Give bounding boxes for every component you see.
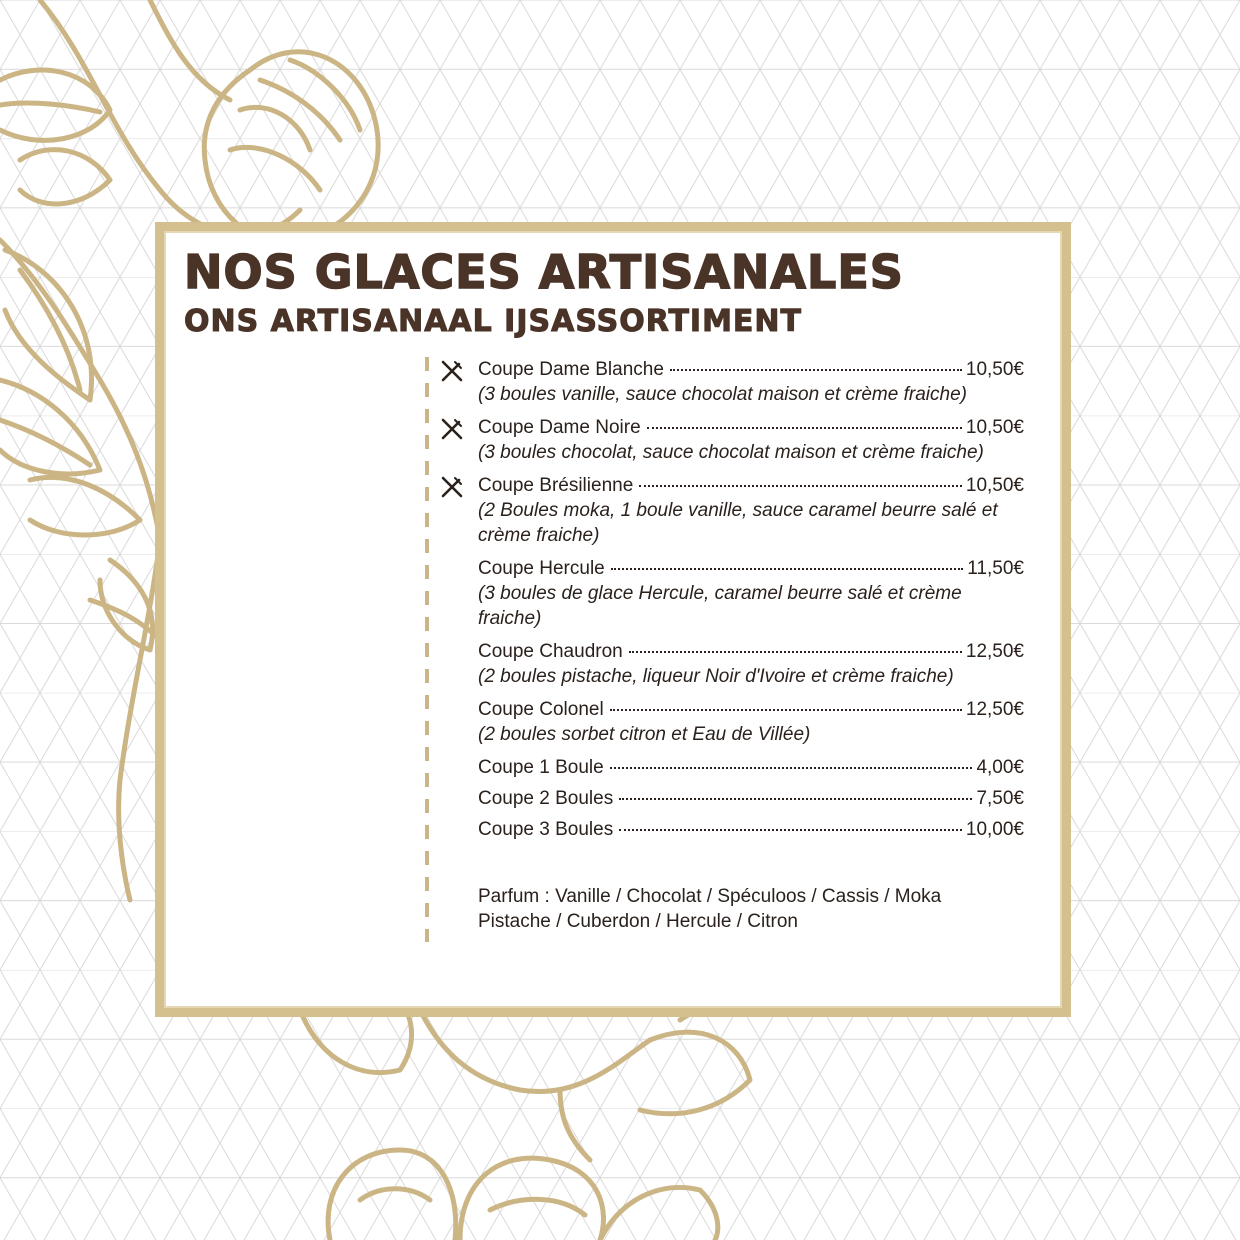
item-price: 10,50€: [965, 359, 1024, 380]
dot-leader: [647, 427, 962, 429]
menu-item: [478, 473, 1024, 548]
menu-subtitle: ONS ARTISANAAL IJSASSORTIMENT: [184, 304, 802, 339]
dot-leader: [611, 568, 964, 570]
item-name: Coupe Brésilienne: [478, 475, 634, 496]
item-price: 11,50€: [967, 558, 1024, 579]
item-description: (3 boules chocolat, sauce chocolat maison et crème fraiche): [478, 442, 984, 463]
item-name: Coupe 2 Boules: [478, 788, 614, 809]
item-name: Coupe 3 Boules: [478, 819, 614, 840]
item-name: Coupe Hercule: [478, 558, 605, 579]
item-price: 12,50€: [965, 699, 1024, 720]
dot-leader: [610, 767, 973, 769]
dot-leader: [619, 829, 962, 831]
menu-item: [478, 415, 1024, 465]
flavour-list: [478, 884, 1024, 934]
dashed-divider: [425, 357, 429, 942]
item-description: (2 boules sorbet citron et Eau de Villée): [478, 724, 811, 745]
item-name: Coupe Dame Blanche: [478, 359, 664, 380]
item-description: (2 Boules moka, 1 boule vanille, sauce caramel beurre salé et crème fraiche): [478, 500, 998, 546]
cutlery-icon: [440, 417, 464, 441]
dot-leader: [619, 798, 972, 800]
item-price: 7,50€: [976, 788, 1024, 809]
menu-card: [155, 222, 1071, 1017]
cutlery-icon: [440, 475, 464, 499]
cutlery-icon: [440, 359, 464, 383]
item-name: Coupe Colonel: [478, 699, 604, 720]
dot-leader: [610, 709, 962, 711]
item-description: (2 boules pistache, liqueur Noir d'Ivoire et crème fraiche): [478, 666, 954, 687]
item-price: 10,00€: [965, 819, 1024, 840]
item-name: Coupe Chaudron: [478, 641, 623, 662]
item-description: (3 boules de glace Hercule, caramel beurre salé et crème fraiche): [478, 583, 962, 629]
item-price: 12,50€: [965, 641, 1024, 662]
item-name: Coupe Dame Noire: [478, 417, 641, 438]
menu-item: [478, 697, 1024, 747]
menu-item: [478, 786, 1024, 811]
flavour-line: Pistache / Cuberdon / Hercule / Citron: [478, 911, 798, 932]
dot-leader: [629, 651, 962, 653]
menu-item: [478, 639, 1024, 689]
menu-title: NOS GLACES ARTISANALES: [184, 245, 904, 299]
item-price: 10,50€: [965, 475, 1024, 496]
menu-list: [478, 357, 1024, 934]
item-price: 10,50€: [965, 417, 1024, 438]
item-name: Coupe 1 Boule: [478, 757, 604, 778]
item-description: (3 boules vanille, sauce chocolat maison et crème fraiche): [478, 384, 967, 405]
item-price: 4,00€: [976, 757, 1024, 778]
menu-item: [478, 817, 1024, 842]
flavour-line: Parfum : Vanille / Chocolat / Spéculoos / Cassis / Moka: [478, 886, 942, 907]
menu-item: [478, 755, 1024, 780]
menu-item: [478, 556, 1024, 631]
dot-leader: [670, 369, 962, 371]
dot-leader: [639, 485, 962, 487]
menu-item: [478, 357, 1024, 407]
